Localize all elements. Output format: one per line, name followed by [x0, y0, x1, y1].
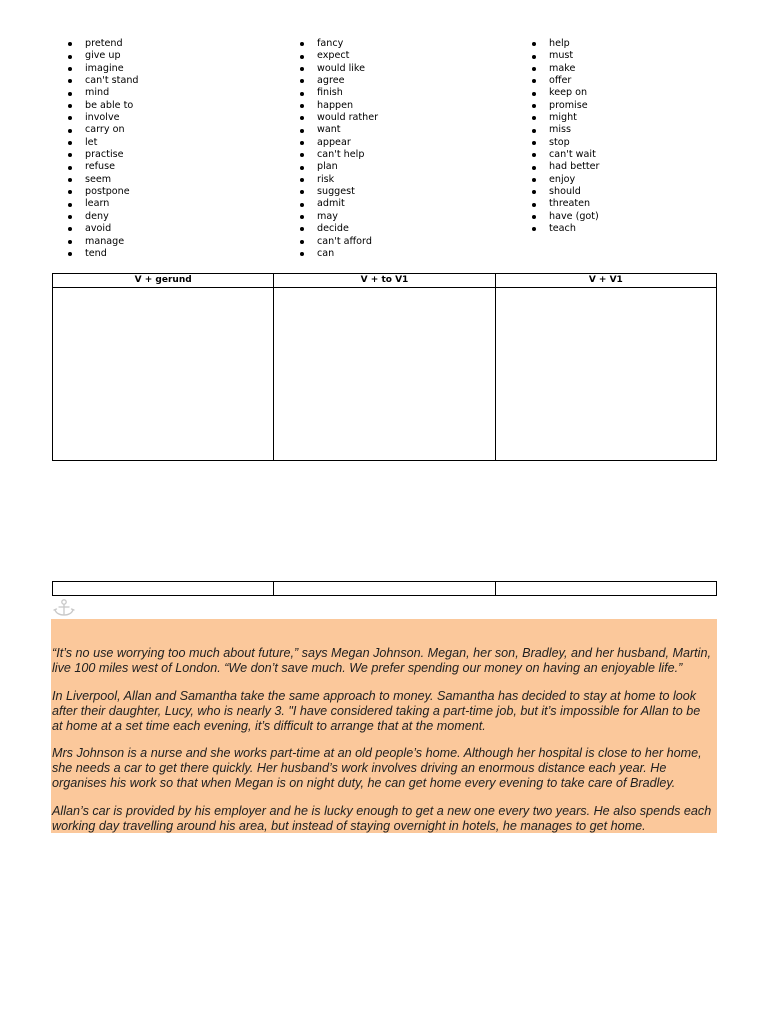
verb-list-item: teach — [532, 223, 599, 235]
verb-list-item: involve — [68, 112, 139, 124]
answer-cell-to-v1[interactable] — [274, 288, 495, 461]
verb-list-column-3 — [532, 38, 599, 236]
verb-list-item: happen — [300, 100, 378, 112]
verb-list-item: can't wait — [532, 149, 599, 161]
verb-list-item: should — [532, 186, 599, 198]
verb-list-item: learn — [68, 198, 139, 210]
verb-list-item: decide — [300, 223, 378, 235]
verb-list-column-1 — [68, 38, 139, 260]
verb-list-item: pretend — [68, 38, 139, 50]
header-v-to-v1: V + to V1 — [274, 274, 495, 288]
verb-list-item: mind — [68, 87, 139, 99]
verb-list-item: finish — [300, 87, 378, 99]
verb-list-item: imagine — [68, 63, 139, 75]
header-v-gerund: V + gerund — [53, 274, 274, 288]
table-row — [53, 288, 717, 461]
verb-list-item: miss — [532, 124, 599, 136]
verb-list-item: refuse — [68, 161, 139, 173]
paragraph: Mrs Johnson is a nurse and she works part-time at an old people’s home. Although her hospital is close to her home, she needs a car to get there quickly. Her husband’s work involves driving an enormous distance each year. He organises his work so that when Megan is on night duty, he can get home every evening to take care of Bradley. — [52, 746, 702, 790]
verb-list-item: must — [532, 50, 599, 62]
verb-list-item: suggest — [300, 186, 378, 198]
verb-list-item: stop — [532, 137, 599, 149]
verb-list-item: have (got) — [532, 211, 599, 223]
verb-list-item: can't stand — [68, 75, 139, 87]
verb-list-item: want — [300, 124, 378, 136]
verb-list-item: seem — [68, 174, 139, 186]
verb-list-item: postpone — [68, 186, 139, 198]
verb-list-item: promise — [532, 100, 599, 112]
verb-list-item: plan — [300, 161, 378, 173]
verb-list-item: would rather — [300, 112, 378, 124]
empty-cell[interactable] — [495, 582, 716, 596]
verb-list-item: admit — [300, 198, 378, 210]
verb-list-item: agree — [300, 75, 378, 87]
verb-list-item: had better — [532, 161, 599, 173]
answer-cell-v1[interactable] — [495, 288, 716, 461]
verb-list-item: practise — [68, 149, 139, 161]
answer-cell-gerund[interactable] — [53, 288, 274, 461]
verb-list-item: make — [532, 63, 599, 75]
verb-list-item: might — [532, 112, 599, 124]
verb-list-item: can — [300, 248, 378, 260]
verb-list-item: be able to — [68, 100, 139, 112]
verb-list-item: let — [68, 137, 139, 149]
reading-text-box — [51, 619, 717, 833]
verb-list-item: can't help — [300, 149, 378, 161]
verb-list-column-2 — [300, 38, 378, 260]
table-header-row — [53, 274, 717, 288]
paragraph: Allan’s car is provided by his employer and he is lucky enough to get a new one every two years. He also spends each working day travelling around his area, but instead of staying overnight in hotels, he manages to get home. — [52, 804, 712, 833]
verb-list-item: carry on — [68, 124, 139, 136]
verb-list-item: may — [300, 211, 378, 223]
paragraph: “It’s no use worrying too much about future,” says Megan Johnson. Megan, her son, Bradley, and her husband, Martin, live 100 miles west of London. “We don’t save much. We prefer spending our money on having an enjoyable life.” — [52, 646, 711, 675]
empty-cell[interactable] — [274, 582, 495, 596]
verb-list-item: keep on — [532, 87, 599, 99]
verb-list-item: tend — [68, 248, 139, 260]
verb-list-item: deny — [68, 211, 139, 223]
verb-list-item: manage — [68, 236, 139, 248]
verb-list-item: would like — [300, 63, 378, 75]
verb-list-item: help — [532, 38, 599, 50]
verb-list-item: threaten — [532, 198, 599, 210]
verb-pattern-table — [52, 273, 717, 461]
table-row — [53, 582, 717, 596]
verb-list-item: give up — [68, 50, 139, 62]
verb-list-item: fancy — [300, 38, 378, 50]
verb-list-item: can't afford — [300, 236, 378, 248]
empty-cell[interactable] — [53, 582, 274, 596]
header-v-v1: V + V1 — [495, 274, 716, 288]
verb-list-item: expect — [300, 50, 378, 62]
verb-list-item: enjoy — [532, 174, 599, 186]
verb-list-item: appear — [300, 137, 378, 149]
empty-table — [52, 581, 717, 596]
paragraph: In Liverpool, Allan and Samantha take the same approach to money. Samantha has decided to stay at home to look after their daughter, Lucy, who is nearly 3. "I have considered taking a part-time job, but it’s impossible for Allan to be at home at a set time each evening, it’s difficult to arrange that at the moment. — [52, 689, 701, 733]
verb-list-item: avoid — [68, 223, 139, 235]
verb-list-item: risk — [300, 174, 378, 186]
verb-list-item: offer — [532, 75, 599, 87]
anchor-icon[interactable] — [52, 598, 78, 618]
